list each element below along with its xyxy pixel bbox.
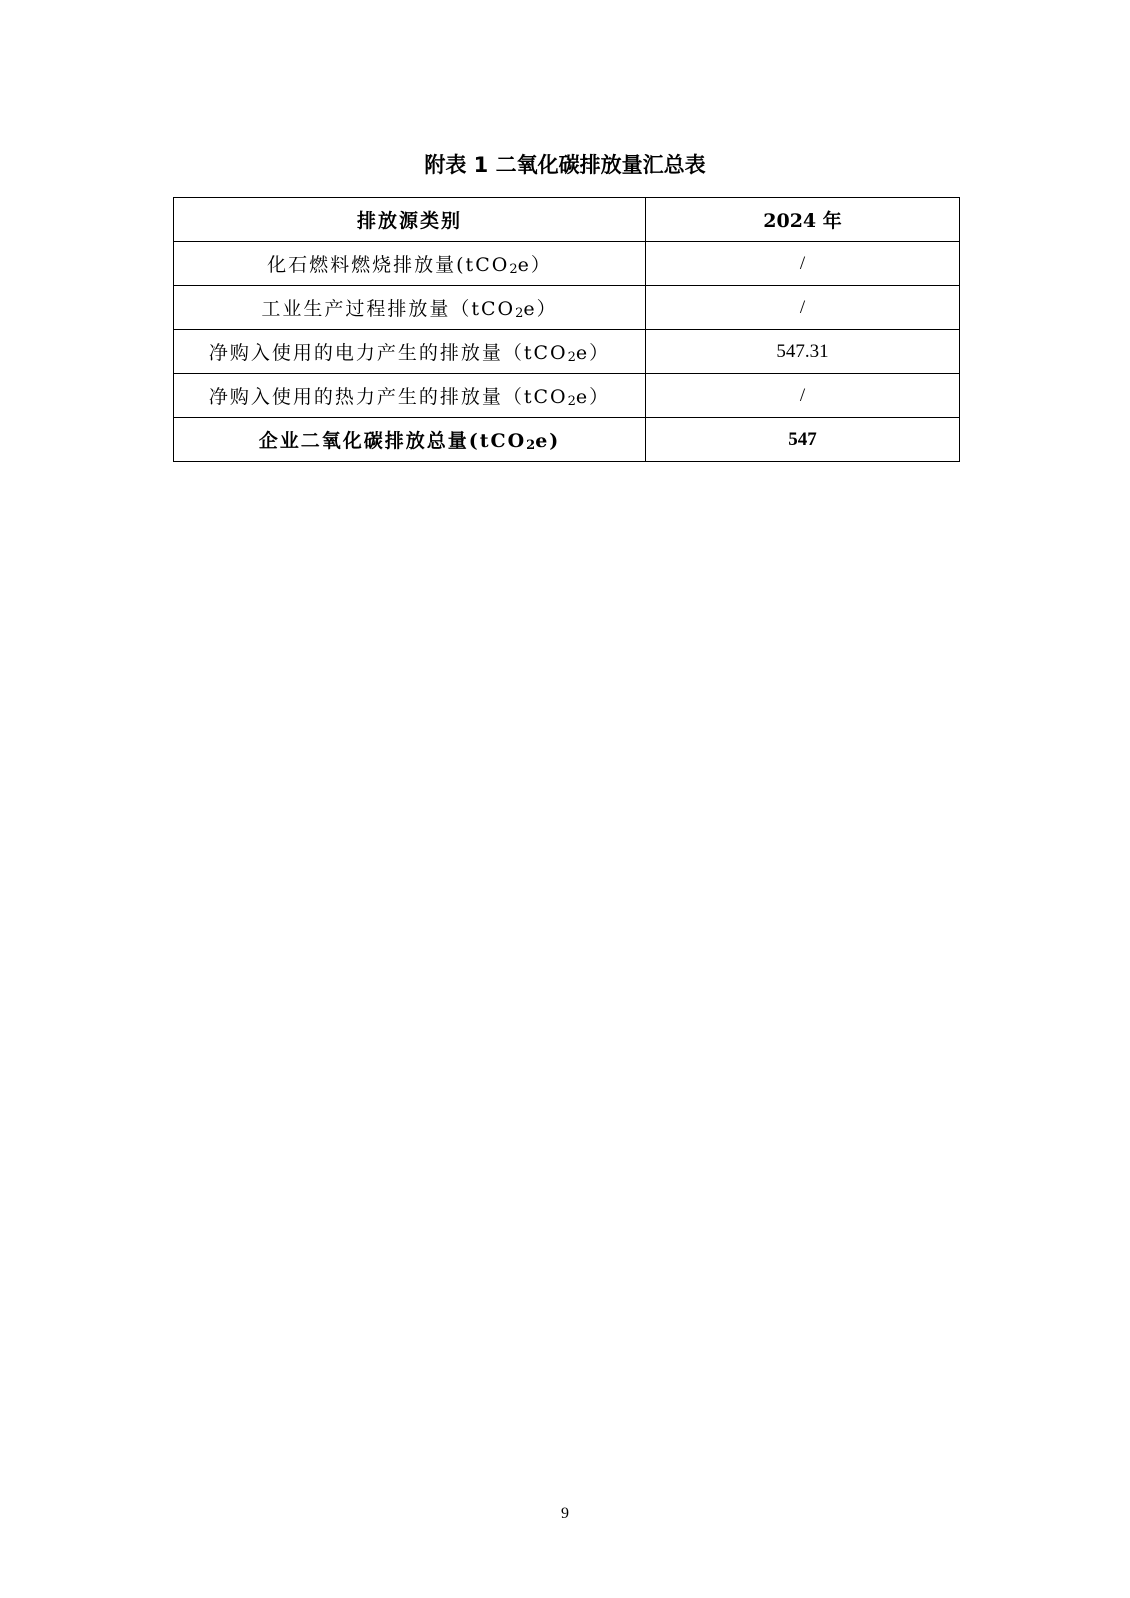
table-row [174,242,960,286]
header-year: 2024 年 [646,198,960,242]
row-label-subscript: 2 [567,394,576,409]
table-header-row [174,198,960,242]
page-title: 附表 1 二氧化碳排放量汇总表 [424,153,706,177]
table-row [174,286,960,330]
table-row [174,330,960,374]
total-label-text: 企业二氧化碳排放总量(tCO [258,430,527,452]
row-label-text: 化石燃料燃烧排放量(tCO [267,254,510,276]
total-label [174,418,646,462]
row-label-text: 净购入使用的电力产生的排放量（tCO [208,342,568,364]
row-label-suffix: e） [575,342,611,364]
row-label [174,286,646,330]
row-label [174,374,646,418]
total-label-subscript: 2 [526,438,536,453]
row-value: / [646,242,960,286]
row-value: / [646,374,960,418]
row-label-text: 净购入使用的热力产生的排放量（tCO [208,386,568,408]
row-value: 547.31 [646,330,960,374]
row-value: / [646,286,960,330]
total-value: 547 [646,418,960,462]
row-label-subscript: 2 [567,350,576,365]
emissions-summary-table [173,197,960,462]
header-category: 排放源类别 [174,198,646,242]
row-label-text: 工业生产过程排放量（tCO [261,298,516,320]
row-label-subscript: 2 [515,306,524,321]
row-label-suffix: e） [523,298,558,320]
row-label [174,242,646,286]
page-number: 9 [561,1505,569,1522]
row-label [174,330,646,374]
row-label-subscript: 2 [509,262,518,277]
table-row [174,374,960,418]
row-label-suffix: e） [575,386,611,408]
total-label-suffix: e) [535,430,561,452]
row-label-suffix: e） [517,254,552,276]
table-total-row [174,418,960,462]
